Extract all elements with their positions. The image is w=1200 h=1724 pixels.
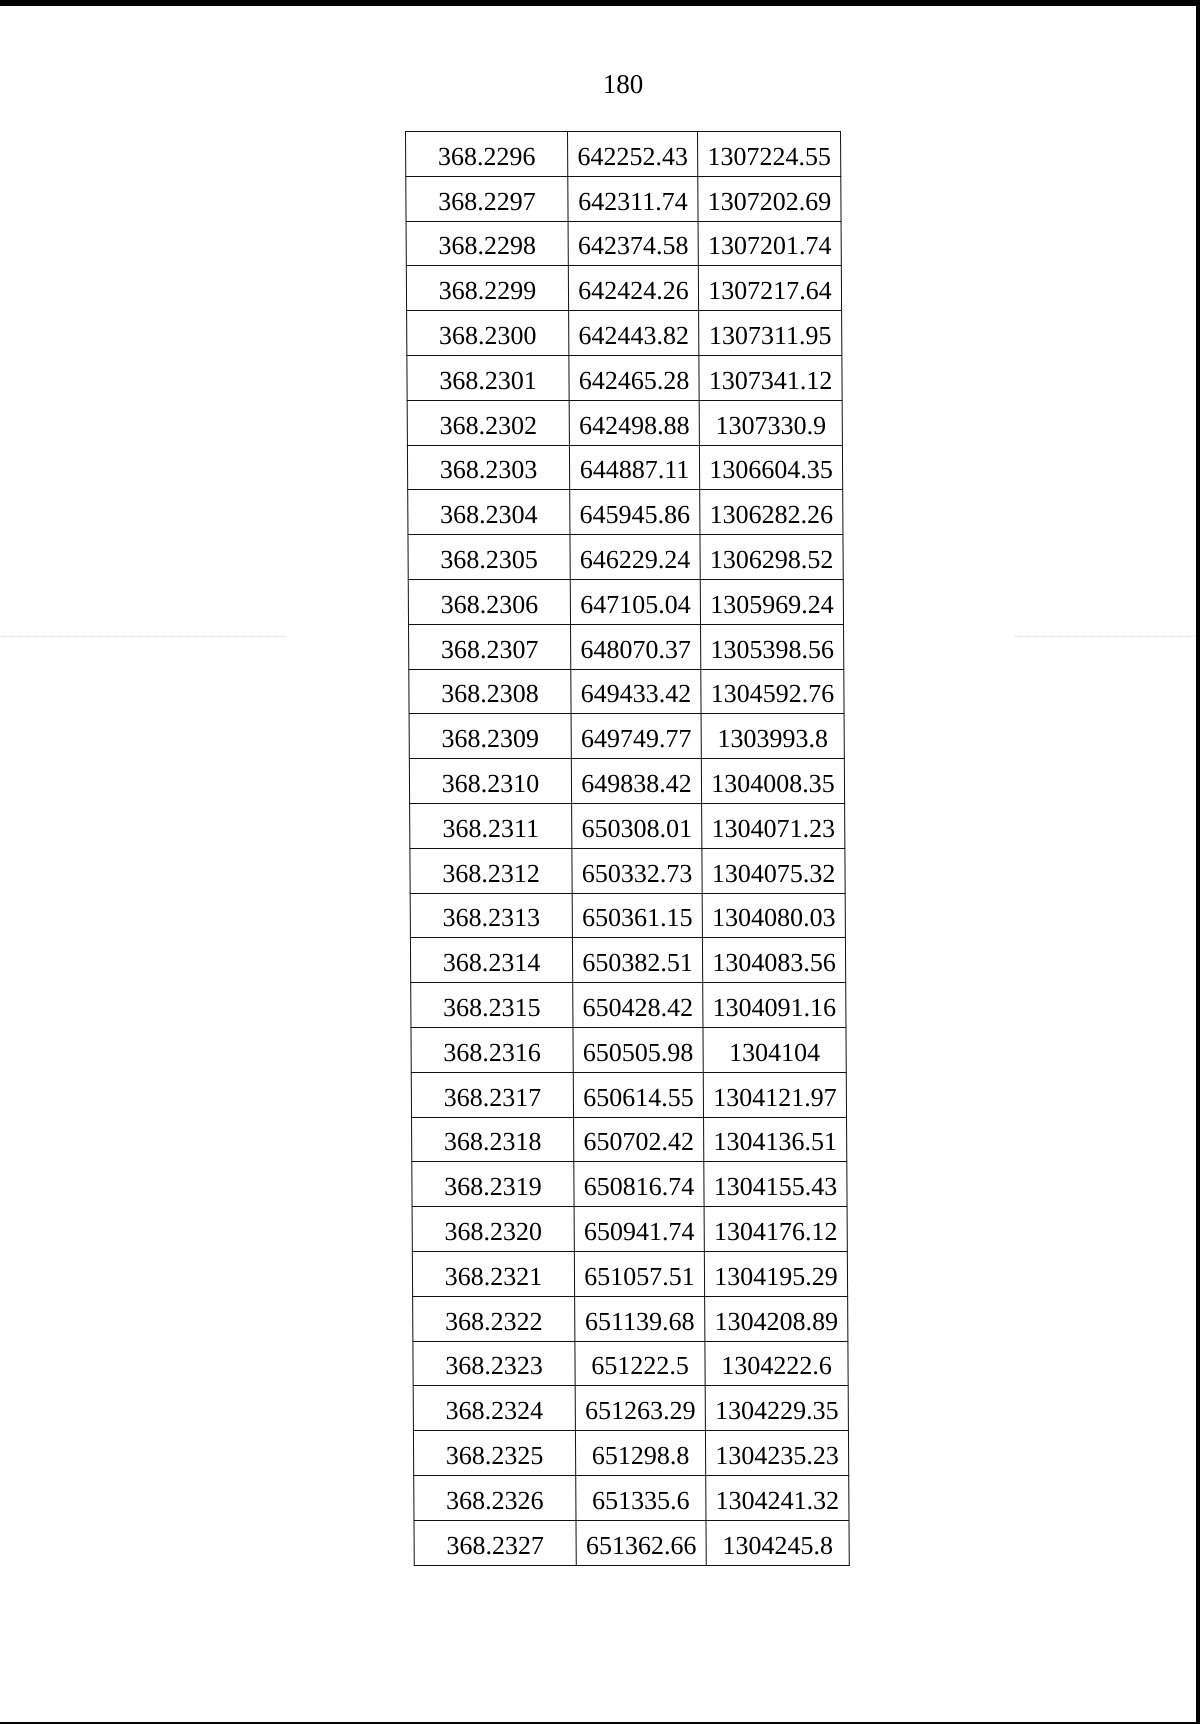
table-row	[407, 311, 842, 356]
scanned-page	[0, 6, 1196, 1722]
easting-cell: 651263.29	[575, 1386, 705, 1431]
northing-cell: 1305969.24	[700, 579, 843, 624]
scan-artifact-left	[0, 636, 285, 637]
table-row	[406, 266, 841, 311]
table-row	[411, 983, 846, 1028]
easting-cell: 650505.98	[573, 1027, 703, 1072]
table-row	[410, 848, 845, 893]
table-row	[409, 669, 844, 714]
easting-cell: 651298.8	[575, 1431, 705, 1476]
table-row	[413, 1296, 848, 1341]
point-id-cell: 368.2303	[407, 445, 569, 490]
easting-cell: 649749.77	[571, 714, 701, 759]
easting-cell: 644887.11	[569, 445, 699, 490]
easting-cell: 650941.74	[574, 1207, 704, 1252]
table-row	[410, 803, 845, 848]
table-row	[413, 1431, 848, 1476]
point-id-cell: 368.2316	[411, 1027, 573, 1072]
northing-cell: 1304176.12	[704, 1207, 847, 1252]
point-id-cell: 368.2309	[409, 714, 571, 759]
easting-cell: 651362.66	[576, 1520, 706, 1565]
northing-cell: 1303993.8	[701, 714, 844, 759]
point-id-cell: 368.2296	[406, 132, 568, 177]
northing-cell: 1307224.55	[698, 132, 841, 177]
table-row	[411, 1027, 846, 1072]
coordinate-table	[405, 131, 850, 1566]
easting-cell: 650614.55	[573, 1072, 703, 1117]
northing-cell: 1304075.32	[702, 848, 845, 893]
point-id-cell: 368.2302	[407, 400, 569, 445]
easting-cell: 651222.5	[575, 1341, 705, 1386]
point-id-cell: 368.2311	[410, 803, 572, 848]
easting-cell: 645945.86	[570, 490, 700, 535]
table-row	[406, 132, 841, 177]
easting-cell: 642465.28	[569, 355, 699, 400]
table-row	[408, 579, 843, 624]
point-id-cell: 368.2320	[412, 1207, 574, 1252]
point-id-cell: 368.2304	[408, 490, 570, 535]
table-row	[406, 221, 841, 266]
table-row	[414, 1475, 849, 1520]
point-id-cell: 368.2314	[410, 938, 572, 983]
point-id-cell: 368.2312	[410, 848, 572, 893]
easting-cell: 650816.74	[574, 1162, 704, 1207]
point-id-cell: 368.2310	[409, 759, 571, 804]
table-row	[407, 400, 842, 445]
northing-cell: 1307341.12	[699, 355, 842, 400]
easting-cell: 651335.6	[576, 1475, 706, 1520]
point-id-cell: 368.2327	[414, 1520, 576, 1565]
table-row	[412, 1207, 847, 1252]
point-id-cell: 368.2300	[407, 311, 569, 356]
easting-cell: 650308.01	[572, 803, 702, 848]
northing-cell: 1306604.35	[699, 445, 842, 490]
easting-cell: 642424.26	[568, 266, 698, 311]
northing-cell: 1304104	[703, 1027, 846, 1072]
northing-cell: 1306298.52	[700, 535, 843, 580]
northing-cell: 1304241.32	[706, 1475, 849, 1520]
point-id-cell: 368.2299	[406, 266, 568, 311]
point-id-cell: 368.2319	[412, 1162, 574, 1207]
northing-cell: 1304121.97	[703, 1072, 846, 1117]
point-id-cell: 368.2324	[413, 1386, 575, 1431]
northing-cell: 1304155.43	[704, 1162, 847, 1207]
point-id-cell: 368.2306	[408, 579, 570, 624]
point-id-cell: 368.2308	[409, 669, 571, 714]
table-row	[414, 1520, 849, 1565]
northing-cell: 1304229.35	[705, 1386, 848, 1431]
northing-cell: 1307201.74	[698, 221, 841, 266]
point-id-cell: 368.2321	[412, 1251, 574, 1296]
northing-cell: 1305398.56	[701, 624, 844, 669]
easting-cell: 642252.43	[568, 132, 698, 177]
table-row	[411, 1072, 846, 1117]
scan-artifact-right	[1015, 636, 1196, 637]
easting-cell: 650702.42	[574, 1117, 704, 1162]
point-id-cell: 368.2318	[412, 1117, 574, 1162]
point-id-cell: 368.2326	[414, 1475, 576, 1520]
point-id-cell: 368.2315	[411, 983, 573, 1028]
easting-cell: 642498.88	[569, 400, 699, 445]
easting-cell: 646229.24	[570, 535, 700, 580]
easting-cell: 650332.73	[572, 848, 702, 893]
northing-cell: 1304235.23	[705, 1431, 848, 1476]
easting-cell: 648070.37	[571, 624, 701, 669]
northing-cell: 1307202.69	[698, 176, 841, 221]
table-row	[408, 490, 843, 535]
table-row	[406, 176, 841, 221]
easting-cell: 649433.42	[571, 669, 701, 714]
point-id-cell: 368.2322	[413, 1296, 575, 1341]
northing-cell: 1304071.23	[702, 803, 845, 848]
northing-cell: 1304091.16	[703, 983, 846, 1028]
table-row	[409, 624, 844, 669]
table-row	[407, 445, 842, 490]
point-id-cell: 368.2297	[406, 176, 568, 221]
easting-cell: 651057.51	[574, 1251, 704, 1296]
table-row	[410, 938, 845, 983]
point-id-cell: 368.2307	[409, 624, 571, 669]
northing-cell: 1304222.6	[705, 1341, 848, 1386]
easting-cell: 650361.15	[572, 893, 702, 938]
table-row	[412, 1251, 847, 1296]
northing-cell: 1304245.8	[706, 1520, 849, 1565]
page-number: 180	[602, 69, 644, 99]
northing-cell: 1304592.76	[701, 669, 844, 714]
table-row	[408, 535, 843, 580]
northing-cell: 1304083.56	[702, 938, 845, 983]
point-id-cell: 368.2298	[406, 221, 568, 266]
northing-cell: 1306282.26	[700, 490, 843, 535]
point-id-cell: 368.2325	[413, 1431, 575, 1476]
easting-cell: 647105.04	[570, 579, 700, 624]
table-row	[407, 355, 842, 400]
table-row	[412, 1117, 847, 1162]
northing-cell: 1307330.9	[699, 400, 842, 445]
northing-cell: 1304080.03	[702, 893, 845, 938]
easting-cell: 642443.82	[569, 311, 699, 356]
point-id-cell: 368.2301	[407, 355, 569, 400]
table-row	[409, 714, 844, 759]
northing-cell: 1304008.35	[701, 759, 844, 804]
point-id-cell: 368.2317	[411, 1072, 573, 1117]
northing-cell: 1304195.29	[704, 1251, 847, 1296]
table-row	[413, 1386, 848, 1431]
easting-cell: 650428.42	[573, 983, 703, 1028]
northing-cell: 1307311.95	[699, 311, 842, 356]
easting-cell: 650382.51	[572, 938, 702, 983]
point-id-cell: 368.2305	[408, 535, 570, 580]
northing-cell: 1304136.51	[704, 1117, 847, 1162]
easting-cell: 642311.74	[568, 176, 698, 221]
table-row	[410, 893, 845, 938]
easting-cell: 651139.68	[575, 1296, 705, 1341]
easting-cell: 649838.42	[571, 759, 701, 804]
northing-cell: 1304208.89	[705, 1296, 848, 1341]
table-row	[412, 1162, 847, 1207]
point-id-cell: 368.2323	[413, 1341, 575, 1386]
northing-cell: 1307217.64	[698, 266, 841, 311]
table-row	[413, 1341, 848, 1386]
point-id-cell: 368.2313	[410, 893, 572, 938]
easting-cell: 642374.58	[568, 221, 698, 266]
table-row	[409, 759, 844, 804]
coordinate-table-body	[406, 132, 850, 1566]
